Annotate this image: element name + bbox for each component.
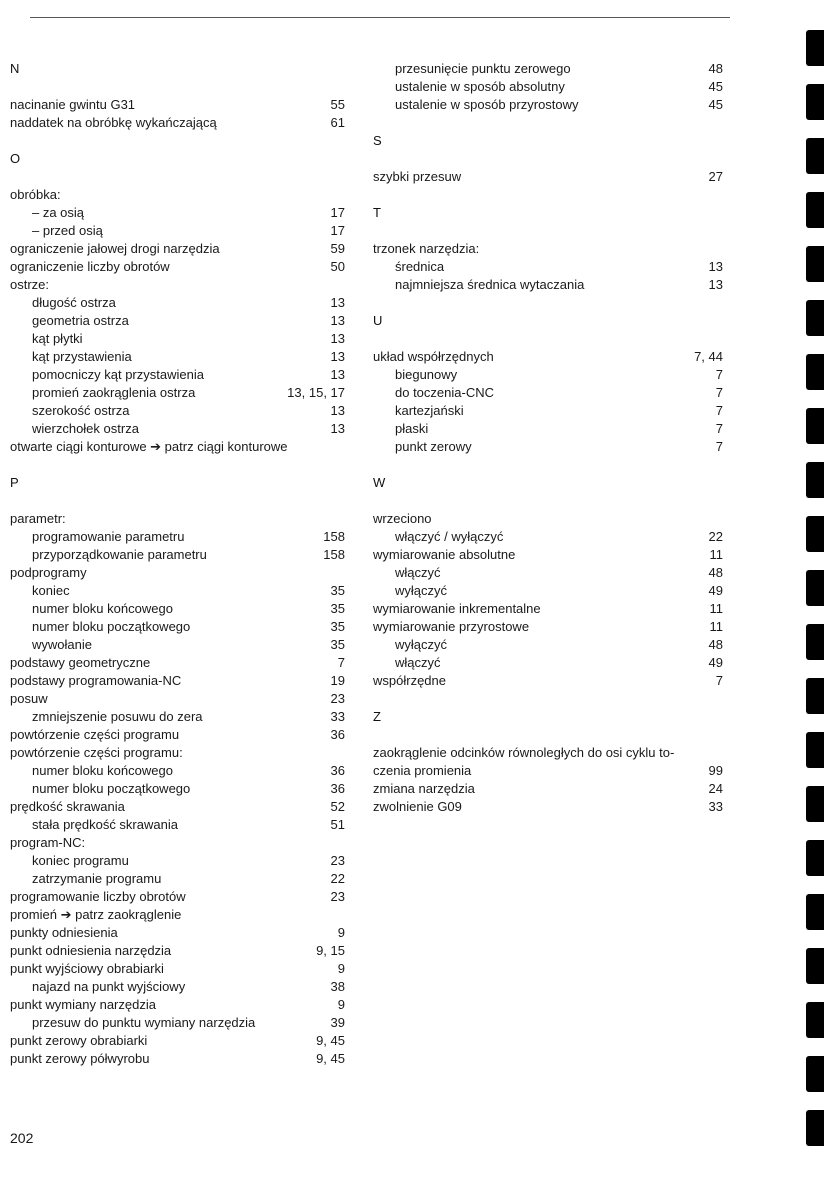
entry-term: czenia promienia bbox=[373, 763, 472, 778]
index-entry bbox=[373, 618, 723, 636]
index-entry bbox=[373, 510, 723, 528]
index-entry bbox=[373, 582, 723, 600]
entry-term: kąt przystawienia bbox=[32, 349, 132, 364]
entry-pages: 23 bbox=[330, 691, 345, 706]
entry-term: koniec programu bbox=[32, 853, 129, 868]
entry-pages: 52 bbox=[330, 799, 345, 814]
entry-pages: 35 bbox=[330, 601, 345, 616]
entry-pages: 36 bbox=[330, 763, 345, 778]
index-entry bbox=[10, 1050, 345, 1068]
section-letter bbox=[10, 60, 345, 78]
entry-pages: 13, 15, 17 bbox=[287, 385, 345, 400]
entry-term: wymiarowanie inkrementalne bbox=[373, 601, 541, 616]
index-entry bbox=[10, 906, 345, 924]
binding-tab bbox=[806, 1002, 824, 1038]
entry-term: powtórzenie części programu: bbox=[10, 745, 183, 760]
entry-pages: 23 bbox=[330, 889, 345, 904]
entry-term: ograniczenie jałowej drogi narzędzia bbox=[10, 241, 220, 256]
entry-term: programowanie liczby obrotów bbox=[10, 889, 186, 904]
entry-term: włączyć / wyłączyć bbox=[395, 529, 504, 544]
spiral-binding-edge bbox=[804, 0, 824, 1182]
entry-pages: 13 bbox=[708, 259, 723, 274]
entry-pages: 48 bbox=[708, 61, 723, 76]
entry-term: zwolnienie G09 bbox=[373, 799, 462, 814]
index-entry bbox=[10, 240, 345, 258]
index-entry bbox=[10, 204, 345, 222]
entry-term: numer bloku początkowego bbox=[32, 781, 191, 796]
entry-pages: 158 bbox=[323, 529, 345, 544]
index-entry bbox=[373, 780, 723, 798]
index-entry bbox=[10, 366, 345, 384]
index-entry bbox=[10, 780, 345, 798]
index-entry bbox=[10, 438, 345, 456]
index-entry bbox=[10, 348, 345, 366]
section-letter-text: U bbox=[373, 313, 383, 328]
section-letter bbox=[10, 150, 345, 168]
entry-term: naddatek na obróbkę wykańczającą bbox=[10, 115, 217, 130]
index-entry bbox=[10, 312, 345, 330]
index-entry bbox=[10, 834, 345, 852]
section-letter bbox=[373, 132, 723, 150]
entry-pages: 7 bbox=[715, 367, 723, 382]
entry-term: do toczenia-CNC bbox=[395, 385, 494, 400]
entry-pages: 23 bbox=[330, 853, 345, 868]
entry-term: programowanie parametru bbox=[32, 529, 185, 544]
section-letter-text: Z bbox=[373, 709, 381, 724]
entry-term: geometria ostrza bbox=[32, 313, 129, 328]
index-entry bbox=[373, 348, 723, 366]
binding-tab bbox=[806, 678, 824, 714]
entry-term: zatrzymanie programu bbox=[32, 871, 162, 886]
entry-term: układ współrzędnych bbox=[373, 349, 494, 364]
index-entry bbox=[373, 96, 723, 114]
index-entry bbox=[10, 186, 345, 204]
entry-pages: 9, 45 bbox=[316, 1051, 345, 1066]
entry-term: włączyć bbox=[395, 565, 441, 580]
entry-pages: 22 bbox=[708, 529, 723, 544]
entry-term: płaski bbox=[395, 421, 429, 436]
index-entry bbox=[373, 654, 723, 672]
entry-pages: 51 bbox=[330, 817, 345, 832]
entry-term: zaokrąglenie odcinków równoległych do osi cyklu to- bbox=[373, 745, 675, 760]
index-entry bbox=[10, 1014, 345, 1032]
section-letter bbox=[373, 708, 723, 726]
entry-term: numer bloku początkowego bbox=[32, 619, 191, 634]
entry-pages: 13 bbox=[330, 421, 345, 436]
index-entry bbox=[10, 276, 345, 294]
entry-pages: 13 bbox=[330, 331, 345, 346]
entry-pages: 36 bbox=[330, 727, 345, 742]
entry-term: szerokość ostrza bbox=[32, 403, 130, 418]
entry-pages: 13 bbox=[330, 349, 345, 364]
entry-term: szybki przesuw bbox=[373, 169, 462, 184]
index-entry bbox=[373, 168, 723, 186]
entry-term: ustalenie w sposób absolutny bbox=[395, 79, 565, 94]
entry-term: punkt zerowy obrabiarki bbox=[10, 1033, 148, 1048]
entry-term: parametr: bbox=[10, 511, 66, 526]
index-entry bbox=[373, 384, 723, 402]
index-entry bbox=[10, 420, 345, 438]
entry-term: długość ostrza bbox=[32, 295, 116, 310]
section-letter-text: W bbox=[373, 475, 386, 490]
section-letter-text: P bbox=[10, 475, 19, 490]
entry-term: – za osią bbox=[32, 205, 85, 220]
entry-pages: 17 bbox=[330, 205, 345, 220]
entry-pages: 35 bbox=[330, 583, 345, 598]
entry-term: ograniczenie liczby obrotów bbox=[10, 259, 170, 274]
entry-term: otwarte ciągi konturowe ➔ patrz ciągi konturowe bbox=[10, 439, 288, 454]
binding-tab bbox=[806, 570, 824, 606]
index-entry bbox=[10, 600, 345, 618]
entry-pages: 48 bbox=[708, 637, 723, 652]
index-entry bbox=[373, 744, 723, 762]
entry-term: wrzeciono bbox=[373, 511, 432, 526]
index-entry bbox=[10, 528, 345, 546]
entry-pages: 13 bbox=[330, 367, 345, 382]
entry-pages: 7 bbox=[337, 655, 345, 670]
entry-pages: 50 bbox=[330, 259, 345, 274]
binding-tab bbox=[806, 1056, 824, 1092]
entry-pages: 45 bbox=[708, 97, 723, 112]
entry-term: zmniejszenie posuwu do zera bbox=[32, 709, 203, 724]
entry-pages: 99 bbox=[708, 763, 723, 778]
index-entry bbox=[10, 942, 345, 960]
entry-term: punkt zerowy półwyrobu bbox=[10, 1051, 150, 1066]
entry-pages: 11 bbox=[709, 619, 723, 634]
index-entry bbox=[10, 690, 345, 708]
index-entry bbox=[373, 564, 723, 582]
entry-term: kąt płytki bbox=[32, 331, 83, 346]
index-entry bbox=[373, 420, 723, 438]
binding-tab bbox=[806, 408, 824, 444]
entry-term: wyłączyć bbox=[395, 583, 448, 598]
entry-term: ustalenie w sposób przyrostowy bbox=[395, 97, 579, 112]
entry-term: włączyć bbox=[395, 655, 441, 670]
entry-pages: 39 bbox=[330, 1015, 345, 1030]
entry-term: obróbka: bbox=[10, 187, 61, 202]
index-entry bbox=[10, 726, 345, 744]
entry-pages: 55 bbox=[330, 97, 345, 112]
entry-term: numer bloku końcowego bbox=[32, 601, 173, 616]
entry-term: przesuw do punktu wymiany narzędzia bbox=[32, 1015, 256, 1030]
index-entry bbox=[373, 78, 723, 96]
index-entry bbox=[10, 582, 345, 600]
index-entry bbox=[373, 276, 723, 294]
entry-pages: 35 bbox=[330, 619, 345, 634]
section-letter-text: T bbox=[373, 205, 381, 220]
index-entry bbox=[10, 798, 345, 816]
index-entry bbox=[373, 60, 723, 78]
entry-term: numer bloku końcowego bbox=[32, 763, 173, 778]
index-entry bbox=[373, 672, 723, 690]
entry-term: program-NC: bbox=[10, 835, 86, 850]
entry-pages: 9, 45 bbox=[316, 1033, 345, 1048]
entry-term: pomocniczy kąt przystawienia bbox=[32, 367, 204, 382]
index-entry bbox=[10, 636, 345, 654]
index-entry bbox=[10, 258, 345, 276]
section-letter-text: N bbox=[10, 61, 20, 76]
index-entry bbox=[10, 762, 345, 780]
entry-term: zmiana narzędzia bbox=[373, 781, 475, 796]
index-entry bbox=[10, 330, 345, 348]
index-entry bbox=[10, 996, 345, 1014]
page-number: 202 bbox=[10, 1130, 34, 1146]
section-letter bbox=[373, 474, 723, 492]
entry-pages: 13 bbox=[708, 277, 723, 292]
binding-tab bbox=[806, 84, 824, 120]
index-entry bbox=[10, 222, 345, 240]
entry-pages: 7 bbox=[715, 673, 723, 688]
entry-pages: 35 bbox=[330, 637, 345, 652]
index-entry bbox=[10, 852, 345, 870]
section-letter-text: S bbox=[373, 133, 382, 148]
section-letter-text: O bbox=[10, 151, 21, 166]
entry-pages: 7, 44 bbox=[694, 349, 723, 364]
entry-pages: 9 bbox=[337, 925, 345, 940]
index-entry bbox=[373, 762, 723, 780]
index-entry bbox=[10, 708, 345, 726]
index-entry bbox=[373, 240, 723, 258]
section-letter bbox=[10, 474, 345, 492]
entry-term: biegunowy bbox=[395, 367, 458, 382]
entry-term: promień ➔ patrz zaokrąglenie bbox=[10, 907, 182, 922]
entry-term: wymiarowanie absolutne bbox=[373, 547, 516, 562]
index-entry bbox=[10, 672, 345, 690]
entry-pages: 36 bbox=[330, 781, 345, 796]
index-entry bbox=[10, 618, 345, 636]
entry-term: ostrze: bbox=[10, 277, 50, 292]
index-entry bbox=[10, 546, 345, 564]
index-entry bbox=[10, 510, 345, 528]
entry-term: kartezjański bbox=[395, 403, 464, 418]
entry-term: punkt zerowy bbox=[395, 439, 472, 454]
index-entry bbox=[373, 528, 723, 546]
index-entry bbox=[373, 438, 723, 456]
entry-pages: 7 bbox=[715, 385, 723, 400]
entry-term: najazd na punkt wyjściowy bbox=[32, 979, 186, 994]
index-entry bbox=[10, 654, 345, 672]
entry-term: wyłączyć bbox=[395, 637, 448, 652]
entry-term: punkt odniesienia narzędzia bbox=[10, 943, 172, 958]
entry-pages: 49 bbox=[708, 655, 723, 670]
entry-pages: 33 bbox=[708, 799, 723, 814]
index-entry bbox=[10, 924, 345, 942]
binding-tab bbox=[806, 462, 824, 498]
section-letter bbox=[373, 312, 723, 330]
index-entry bbox=[373, 798, 723, 816]
index-entry bbox=[10, 96, 345, 114]
entry-pages: 7 bbox=[715, 403, 723, 418]
entry-pages: 49 bbox=[708, 583, 723, 598]
entry-term: trzonek narzędzia: bbox=[373, 241, 480, 256]
entry-pages: 17 bbox=[330, 223, 345, 238]
index-entry bbox=[10, 816, 345, 834]
binding-tab bbox=[806, 894, 824, 930]
entry-pages: 61 bbox=[330, 115, 345, 130]
index-entry bbox=[10, 888, 345, 906]
entry-term: wymiarowanie przyrostowe bbox=[373, 619, 530, 634]
top-rule bbox=[30, 17, 730, 18]
entry-term: nacinanie gwintu G31 bbox=[10, 97, 136, 112]
index-entry bbox=[373, 258, 723, 276]
index-entry bbox=[10, 870, 345, 888]
index-entry bbox=[10, 1032, 345, 1050]
binding-tab bbox=[806, 138, 824, 174]
index-entry bbox=[10, 114, 345, 132]
binding-tab bbox=[806, 948, 824, 984]
section-letter bbox=[373, 204, 723, 222]
entry-pages: 13 bbox=[330, 313, 345, 328]
entry-term: podstawy programowania-NC bbox=[10, 673, 182, 688]
entry-pages: 9, 15 bbox=[316, 943, 345, 958]
entry-pages: 13 bbox=[330, 295, 345, 310]
index-entry bbox=[10, 960, 345, 978]
entry-pages: 158 bbox=[323, 547, 345, 562]
index-entry bbox=[10, 744, 345, 762]
entry-pages: 24 bbox=[708, 781, 723, 796]
entry-term: koniec bbox=[32, 583, 70, 598]
entry-term: punkty odniesienia bbox=[10, 925, 118, 940]
binding-tab bbox=[806, 624, 824, 660]
entry-pages: 27 bbox=[708, 169, 723, 184]
binding-tab bbox=[806, 1110, 824, 1146]
entry-pages: 22 bbox=[330, 871, 345, 886]
binding-tab bbox=[806, 516, 824, 552]
entry-pages: 48 bbox=[708, 565, 723, 580]
entry-term: punkt wymiany narzędzia bbox=[10, 997, 156, 1012]
entry-term: średnica bbox=[395, 259, 445, 274]
binding-tab bbox=[806, 840, 824, 876]
entry-term: podprogramy bbox=[10, 565, 87, 580]
entry-pages: 33 bbox=[330, 709, 345, 724]
entry-term: najmniejsza średnica wytaczania bbox=[395, 277, 585, 292]
entry-term: wywołanie bbox=[32, 637, 92, 652]
entry-pages: 9 bbox=[337, 997, 345, 1012]
entry-term: – przed osią bbox=[32, 223, 103, 238]
entry-pages: 59 bbox=[330, 241, 345, 256]
entry-term: przyporządkowanie parametru bbox=[32, 547, 207, 562]
index-entry bbox=[373, 402, 723, 420]
entry-term: punkt wyjściowy obrabiarki bbox=[10, 961, 164, 976]
entry-term: współrzędne bbox=[373, 673, 446, 688]
entry-pages: 9 bbox=[337, 961, 345, 976]
binding-tab bbox=[806, 732, 824, 768]
index-entry bbox=[10, 564, 345, 582]
entry-term: przesunięcie punktu zerowego bbox=[395, 61, 571, 76]
index-entry bbox=[373, 600, 723, 618]
entry-term: prędkość skrawania bbox=[10, 799, 125, 814]
entry-term: promień zaokrąglenia ostrza bbox=[32, 385, 196, 400]
entry-pages: 7 bbox=[715, 439, 723, 454]
index-entry bbox=[10, 294, 345, 312]
entry-term: stała prędkość skrawania bbox=[32, 817, 178, 832]
entry-pages: 38 bbox=[330, 979, 345, 994]
binding-tab bbox=[806, 192, 824, 228]
binding-tab bbox=[806, 246, 824, 282]
binding-tab bbox=[806, 300, 824, 336]
entry-pages: 7 bbox=[715, 421, 723, 436]
index-entry bbox=[10, 402, 345, 420]
entry-term: powtórzenie części programu bbox=[10, 727, 180, 742]
index-entry bbox=[373, 366, 723, 384]
entry-term: posuw bbox=[10, 691, 48, 706]
entry-term: wierzchołek ostrza bbox=[32, 421, 139, 436]
entry-pages: 45 bbox=[708, 79, 723, 94]
binding-tab bbox=[806, 354, 824, 390]
binding-tab bbox=[806, 30, 824, 66]
binding-tab bbox=[806, 786, 824, 822]
index-entry bbox=[10, 384, 345, 402]
index-entry bbox=[373, 546, 723, 564]
entry-pages: 19 bbox=[330, 673, 345, 688]
index-entry bbox=[373, 636, 723, 654]
entry-pages: 13 bbox=[330, 403, 345, 418]
index-entry bbox=[10, 978, 345, 996]
entry-pages: 11 bbox=[709, 547, 723, 562]
entry-term: podstawy geometryczne bbox=[10, 655, 151, 670]
entry-pages: 11 bbox=[709, 601, 723, 616]
